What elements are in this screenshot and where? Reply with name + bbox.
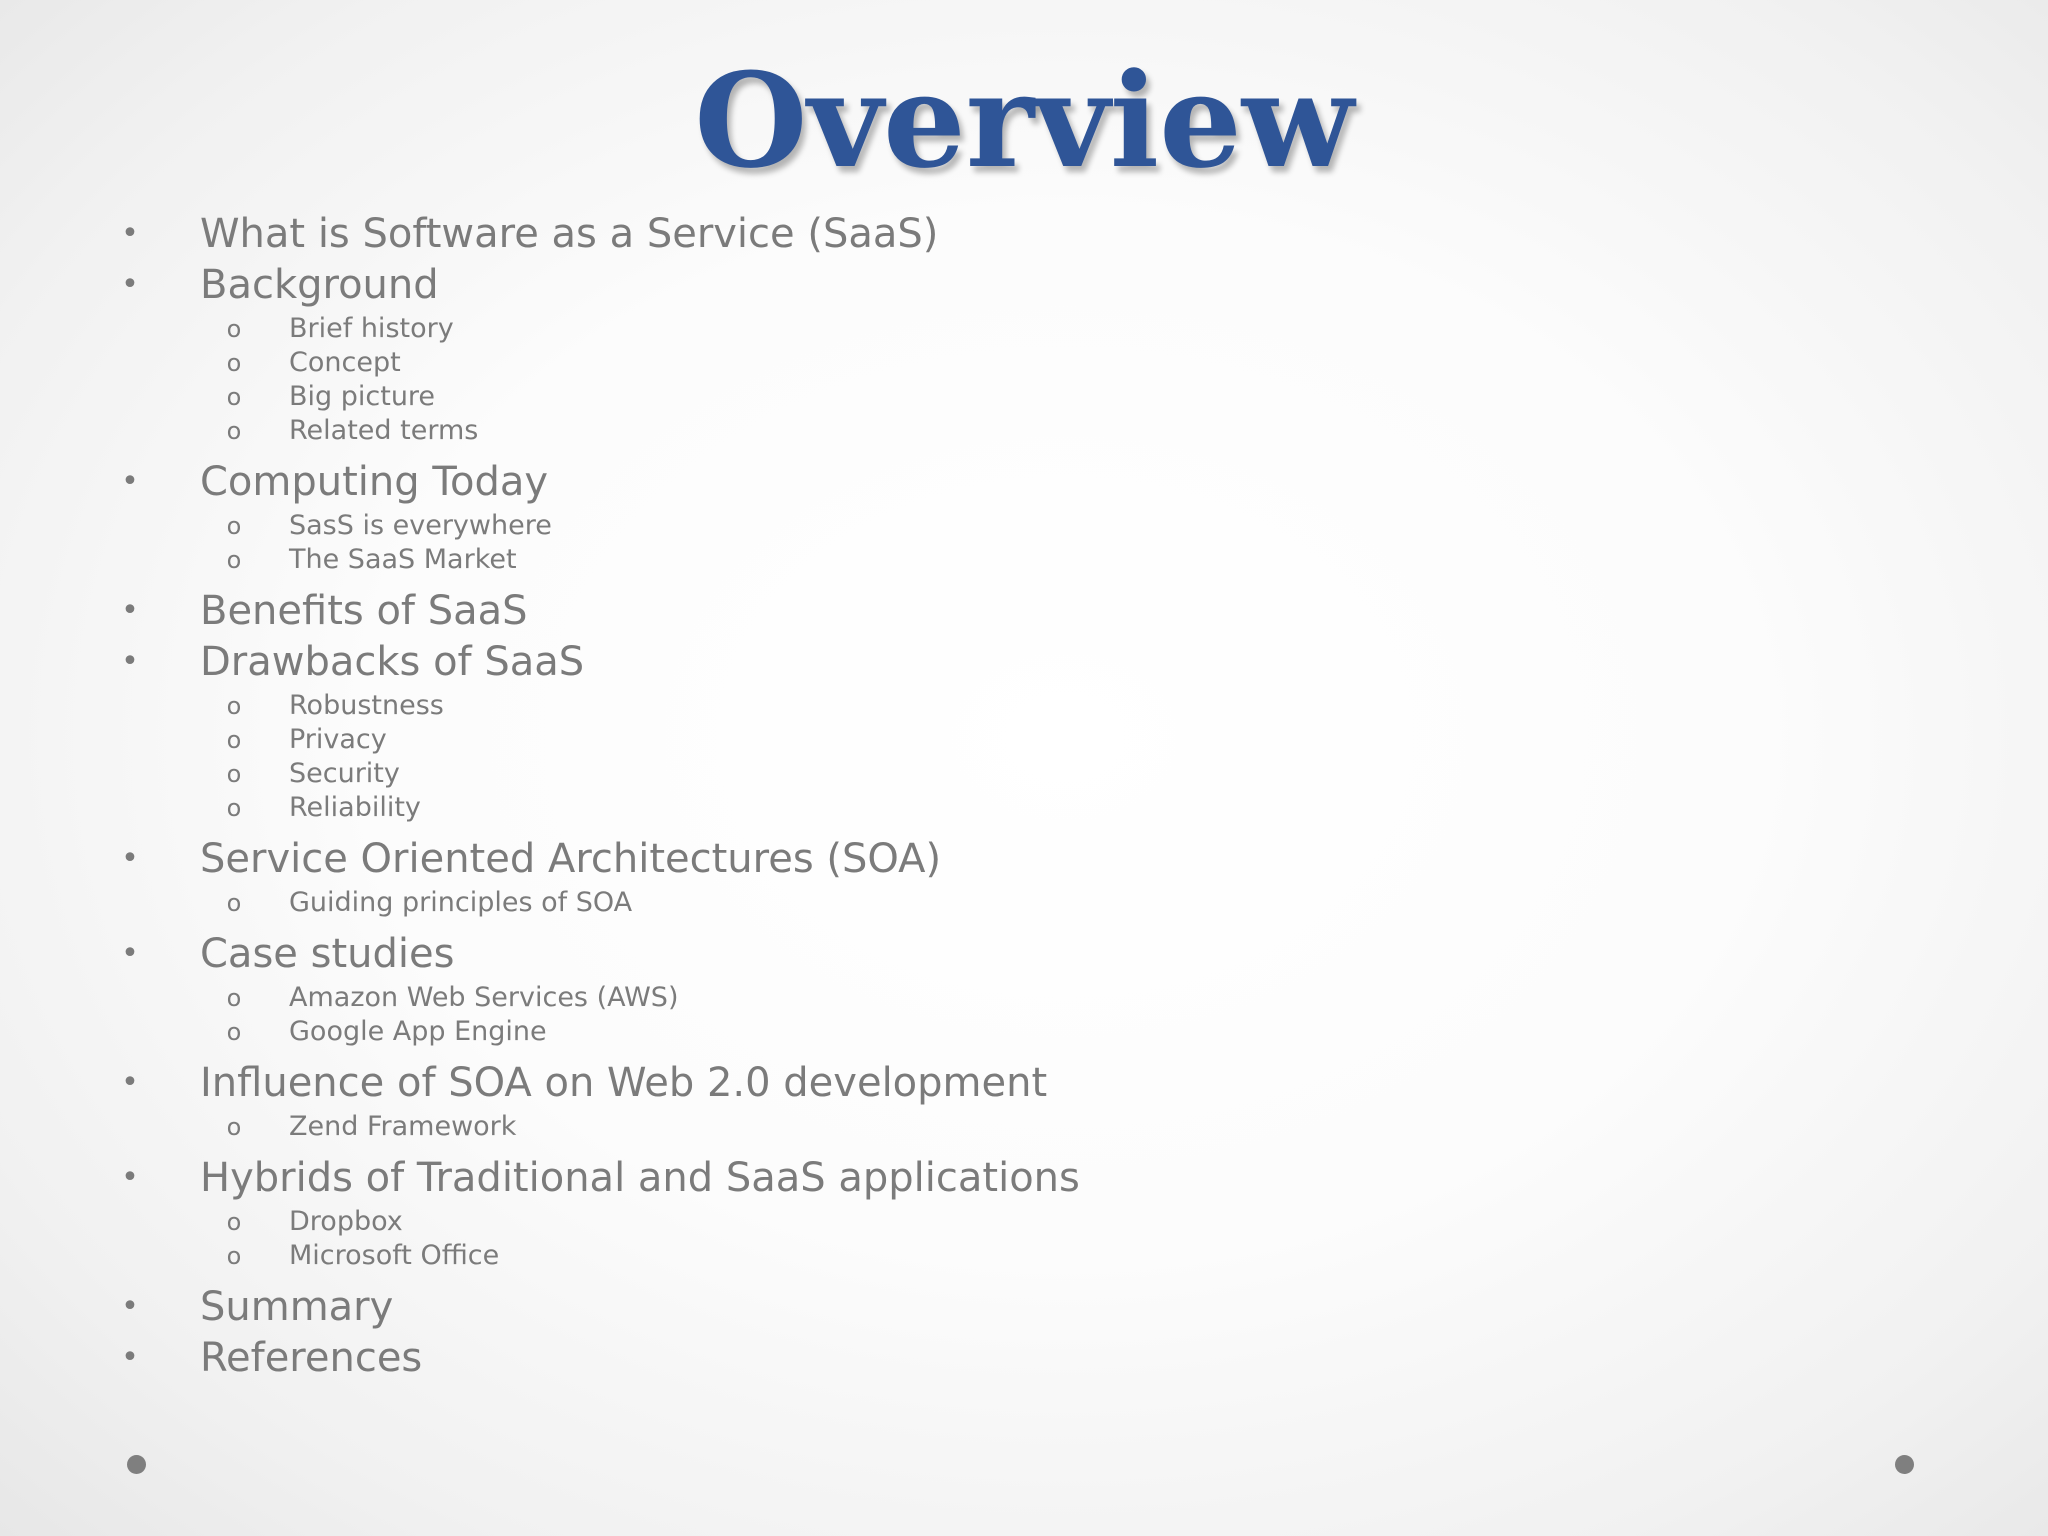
circle-bullet-icon: o [226,417,242,445]
bullet-icon: • [121,1065,139,1100]
outline-item-text: References [200,1335,423,1381]
circle-bullet-icon: o [226,383,242,411]
outline-subitem-text: Google App Engine [289,1016,547,1047]
outline-item-text: Summary [200,1284,394,1330]
bullet-icon: • [121,841,139,876]
outline-subitem-text: The SaaS Market [289,544,517,575]
bullet-icon: • [121,936,139,971]
bullet-icon: • [121,593,139,628]
circle-bullet-icon: o [226,984,242,1012]
outline-subitem-text: Dropbox [289,1206,403,1237]
outline-item-text: Case studies [200,931,455,977]
circle-bullet-icon: o [226,794,242,822]
circle-bullet-icon: o [226,1113,242,1141]
outline-item-text: Service Oriented Architectures (SOA) [200,836,942,882]
circle-bullet-icon: o [226,546,242,574]
outline-subitem-text: Concept [289,347,401,378]
slide-title: Overview [694,44,1354,197]
circle-bullet-icon: o [226,726,242,754]
outline-subitem-text: Security [289,758,400,789]
corner-dot-right [1895,1455,1914,1474]
bullet-icon: • [121,1289,139,1324]
circle-bullet-icon: o [226,1208,242,1236]
circle-bullet-icon: o [226,315,242,343]
outline-subitem-text: Big picture [289,381,436,412]
bullet-icon: • [121,1160,139,1195]
circle-bullet-icon: o [226,760,242,788]
circle-bullet-icon: o [226,692,242,720]
circle-bullet-icon: o [226,1018,242,1046]
outline-subitem-text: Related terms [289,415,479,446]
outline-item-text: Influence of SOA on Web 2.0 development [200,1060,1048,1106]
corner-dot-left [127,1455,146,1474]
bullet-icon: • [121,644,139,679]
bullet-icon: • [121,267,139,302]
outline-item-text: Benefits of SaaS [200,588,528,634]
outline-item-text: Background [200,262,439,308]
outline-subitem-text: Robustness [289,690,444,721]
outline-item-text: Computing Today [200,459,549,505]
outline-subitem-text: Amazon Web Services (AWS) [289,982,679,1013]
outline-subitem-text: Zend Framework [289,1111,517,1142]
circle-bullet-icon: o [226,512,242,540]
outline-item-text: What is Software as a Service (SaaS) [200,211,939,257]
outline-item-text: Drawbacks of SaaS [200,639,585,685]
outline-subitem-text: Brief history [289,313,454,344]
circle-bullet-icon: o [226,1242,242,1270]
outline-item-text: Hybrids of Traditional and SaaS applications [200,1155,1080,1201]
outline-subitem-text: SasS is everywhere [289,510,552,541]
circle-bullet-icon: o [226,889,242,917]
outline-subitem-text: Reliability [289,792,421,823]
bullet-icon: • [121,464,139,499]
bullet-icon: • [121,216,139,251]
bullet-icon: • [121,1340,139,1375]
circle-bullet-icon: o [226,349,242,377]
outline-subitem-text: Privacy [289,724,387,755]
outline-subitem-text: Microsoft Office [289,1240,500,1271]
outline-subitem-text: Guiding principles of SOA [289,887,633,918]
